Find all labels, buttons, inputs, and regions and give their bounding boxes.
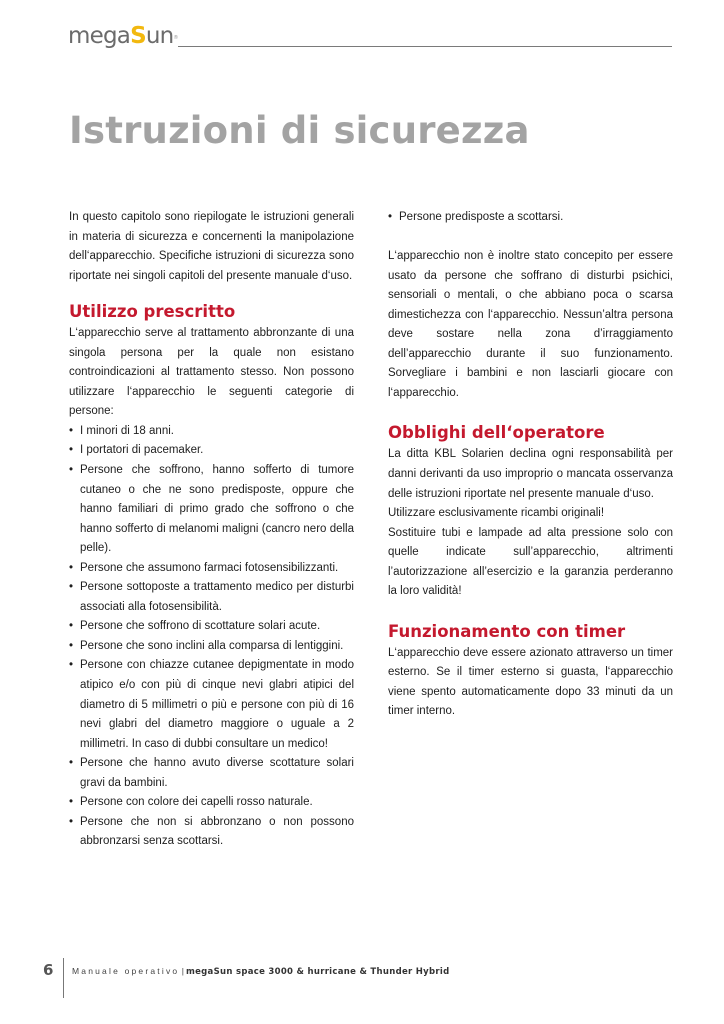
list-item: • Persone che sono inclini alla comparsa di lentiggini. [69, 637, 354, 657]
section-body: L‘apparecchio serve al trattamento abbronzante di una singola persona per la quale non esistano controindicazioni al trattamento stesso. Non possono utilizzare l‘apparecchio le seguenti categorie di persone: [69, 327, 354, 418]
intro-paragraph: In questo capitolo sono riepilogate le istruzioni generali in materia di sicurezza e concernenti la manipolazione dell‘apparecchio. Specifiche istruzioni di sicurezza sono riportate nei singoli capitoli del presente manuale d‘uso. [69, 211, 354, 282]
list-item: • Persone che soffrono di scottature solari acute. [69, 617, 354, 637]
section-paragraph: Sostituire tubi e lampade ad alta pressione solo con quelle indicate sull’apparecchio, altrimenti l’autorizzazione all’esercizio e la garanzia perderanno la loro validità! [388, 526, 673, 598]
section-paragraph: Utilizzare esclusivamente ricambi originali! [388, 507, 605, 520]
usage-restriction-paragraph: L‘apparecchio non è inoltre stato concepito per essere usato da persone che soffrano di disturbi psichici, sensoriali o mentali, o che abbiano poca o scarsa dimestichezza con l‘apparecchio. Nessun’altra persona deve sostare nella zona d’irraggiamento dell’apparecchio durante il suo funzionamento. Sorvegliare i bambini e non lasciarli giocare con l‘apparecchio. [388, 250, 673, 399]
list-item: • Persone che hanno avuto diverse scottature solari gravi da bambini. [69, 754, 354, 793]
list-item: • I minori di 18 anni. [69, 422, 354, 442]
list-item: • I portatori di pacemaker. [69, 441, 354, 461]
list-item: • Persone che non si abbronzano o non possono abbronzarsi senza scottarsi. [69, 813, 354, 852]
product-name: megaSun space 3000 & hurricane & Thunder Hybrid [185, 967, 450, 977]
logo-text-un: un [145, 23, 174, 49]
list-item: • Persone con chiazze cutanee depigmentate in modo atipico e/o con più di cinque nevi glabri atipici del diametro di 5 millimetri o più e persone con più di 16 nevi glabri del diametro maggiore o uguale a 2 millimetri. In caso di dubbi consultare un medico! [69, 656, 354, 754]
logo-text-s: S [130, 23, 146, 49]
section-heading-utilizzo-prescritto: Utilizzo prescritto [69, 302, 236, 322]
restricted-persons-list-continued [388, 208, 673, 228]
left-column [69, 208, 354, 852]
list-item: • Persone predisposte a scottarsi. [388, 208, 673, 228]
section-heading-obblighi-operatore: Obblighi dell‘operatore [388, 423, 605, 443]
list-item: • Persone con colore dei capelli rosso naturale. [69, 793, 354, 813]
footer-divider [63, 958, 64, 998]
section-heading-funzionamento-timer: Funzionamento con timer [388, 621, 626, 641]
header-divider [178, 46, 672, 47]
list-item: • Persone che assumono farmaci fotosensibilizzanti. [69, 559, 354, 579]
restricted-persons-list [69, 422, 354, 852]
section-body: L‘apparecchio deve essere azionato attraverso un timer esterno. Se il timer esterno si guasta, l‘apparecchio viene spento automaticamente dopo 33 minuti da un timer interno. [388, 646, 673, 718]
logo-text-mega: mega [68, 23, 131, 49]
footer-caption [72, 966, 450, 977]
list-item: • Persone che soffrono, hanno sofferto di tumore cutaneo o che ne sono predisposte, oppure che hanno familiari di primo grado che soffrono o che hanno sofferto di melanomi maligni (cancro nero della pelle). [69, 461, 354, 559]
right-column [388, 208, 673, 722]
megasun-logo [68, 21, 178, 51]
manual-label: Manuale operativo [72, 966, 180, 976]
footer-separator: | [181, 966, 184, 976]
section-paragraph: La ditta KBL Solarien declina ogni responsabilità per danni derivanti da uso improprio o mancata osservanza delle istruzioni riportate nel presente manuale d‘uso. [388, 448, 673, 500]
page-title: Istruzioni di sicurezza [69, 109, 530, 152]
page-number: 6 [43, 961, 54, 979]
registered-mark-icon: ® [173, 35, 178, 41]
list-item: • Persone sottoposte a trattamento medico per disturbi associati alla fotosensibilità. [69, 578, 354, 617]
